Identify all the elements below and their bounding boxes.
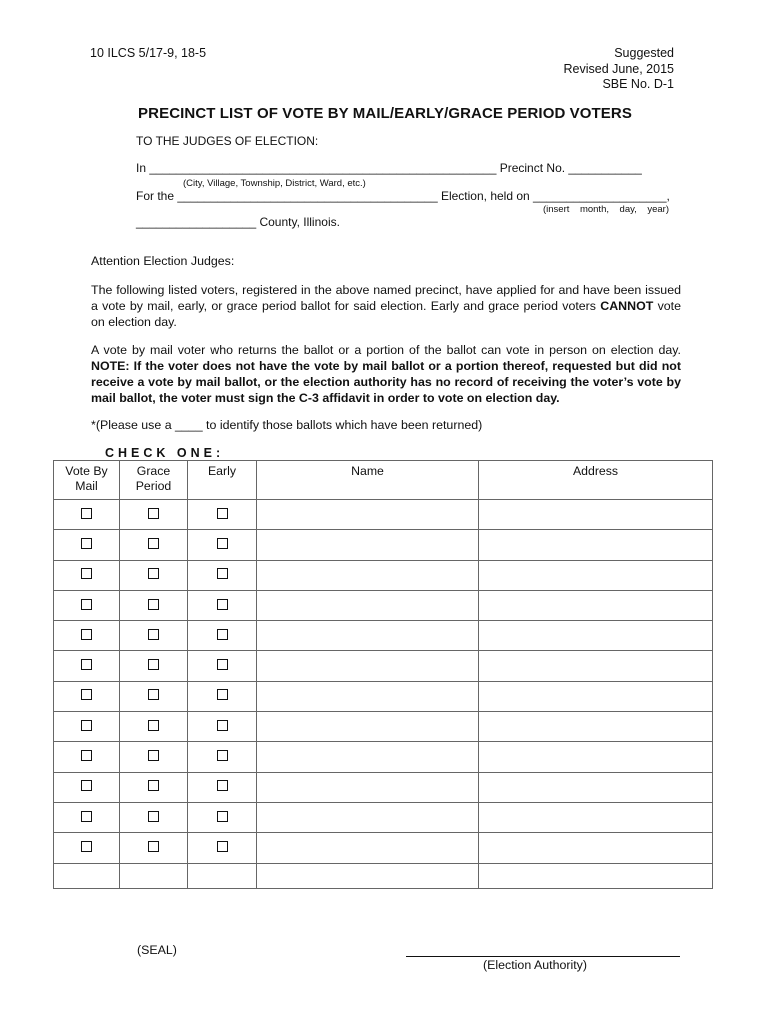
vote-by-mail-checkbox[interactable]: [81, 659, 92, 670]
grace-period-cell[interactable]: [120, 833, 188, 863]
election-date-hint: (insert month, day, year): [543, 204, 670, 215]
paragraph-vote-by-mail-text: A vote by mail voter who returns the ballot or a portion of the ballot can vote in person on election day.: [91, 343, 681, 357]
statute-reference: 10 ILCS 5/17-9, 18-5: [90, 46, 207, 60]
table-row: [54, 681, 713, 711]
revised-date: Revised June, 2015: [563, 61, 674, 76]
name-cell[interactable]: [257, 651, 479, 681]
grace-period-checkbox[interactable]: [148, 599, 159, 610]
early-checkbox[interactable]: [217, 841, 228, 852]
early-checkbox[interactable]: [217, 568, 228, 579]
grace-period-cell[interactable]: [120, 772, 188, 802]
table-row: [54, 590, 713, 620]
address-cell[interactable]: [479, 500, 713, 530]
early-cell[interactable]: [188, 651, 257, 681]
early-cell[interactable]: [188, 621, 257, 651]
table-row: [54, 500, 713, 530]
signature-line: [406, 956, 680, 957]
suggested-label: Suggested: [614, 46, 674, 60]
table-row: [54, 802, 713, 832]
grace-period-checkbox[interactable]: [148, 508, 159, 519]
col-early: Early: [188, 461, 257, 500]
table-row: [54, 530, 713, 560]
vote-by-mail-cell[interactable]: [54, 651, 120, 681]
grace-period-checkbox[interactable]: [148, 841, 159, 852]
table-row: [54, 712, 713, 742]
address-cell[interactable]: [479, 833, 713, 863]
address-cell[interactable]: [479, 742, 713, 772]
name-cell[interactable]: [257, 802, 479, 832]
check-one-label: CHECK ONE:: [105, 446, 225, 460]
grace-period-cell[interactable]: [120, 621, 188, 651]
county-line: __________________ County, Illinois.: [136, 215, 340, 229]
vote-by-mail-checkbox[interactable]: [81, 780, 92, 791]
early-checkbox[interactable]: [217, 750, 228, 761]
vote-by-mail-cell[interactable]: [54, 833, 120, 863]
precinct-line: In ____________________________________________________ Precinct No. ___________: [136, 161, 642, 175]
grace-period-checkbox[interactable]: [148, 568, 159, 579]
cannot-emphasis: CANNOT: [600, 299, 654, 313]
grace-period-cell[interactable]: [120, 500, 188, 530]
address-cell[interactable]: [479, 651, 713, 681]
vote-by-mail-checkbox[interactable]: [81, 750, 92, 761]
table-row: [54, 863, 713, 888]
early-cell[interactable]: [188, 802, 257, 832]
early-cell[interactable]: [188, 530, 257, 560]
grace-period-checkbox[interactable]: [148, 811, 159, 822]
name-cell[interactable]: [257, 530, 479, 560]
grace-period-cell[interactable]: [120, 530, 188, 560]
name-cell[interactable]: [257, 590, 479, 620]
table-row: [54, 772, 713, 802]
vote-by-mail-cell[interactable]: [54, 560, 120, 590]
address-cell[interactable]: [479, 621, 713, 651]
attention-heading: Attention Election Judges:: [91, 254, 235, 268]
early-checkbox[interactable]: [217, 811, 228, 822]
address-cell[interactable]: [479, 560, 713, 590]
vote-by-mail-cell[interactable]: [54, 530, 120, 560]
early-checkbox[interactable]: [217, 780, 228, 791]
grace-period-cell[interactable]: [120, 560, 188, 590]
address-cell[interactable]: [479, 863, 713, 888]
table-row: [54, 560, 713, 590]
vote-by-mail-checkbox[interactable]: [81, 538, 92, 549]
grace-period-checkbox[interactable]: [148, 659, 159, 670]
vote-by-mail-checkbox[interactable]: [81, 720, 92, 731]
grace-period-checkbox[interactable]: [148, 720, 159, 731]
paragraph-voters-text-b: vote on election day.: [91, 299, 681, 329]
early-cell[interactable]: [188, 560, 257, 590]
early-checkbox[interactable]: [217, 599, 228, 610]
vote-by-mail-checkbox[interactable]: [81, 599, 92, 610]
early-cell[interactable]: [188, 500, 257, 530]
vote-by-mail-cell[interactable]: [54, 621, 120, 651]
election-line: For the _______________________________________ Election, held on ____________________,: [136, 189, 670, 203]
early-checkbox[interactable]: [217, 508, 228, 519]
col-address: Address: [479, 461, 713, 500]
vote-by-mail-checkbox[interactable]: [81, 811, 92, 822]
precinct-line-hint: (City, Village, Township, District, Ward, etc.): [183, 178, 366, 189]
table-row: [54, 742, 713, 772]
grace-period-cell[interactable]: [120, 802, 188, 832]
vote-by-mail-checkbox[interactable]: [81, 629, 92, 640]
to-judges-heading: TO THE JUDGES OF ELECTION:: [136, 134, 319, 148]
name-cell[interactable]: [257, 681, 479, 711]
grace-period-checkbox[interactable]: [148, 538, 159, 549]
instruction-text: *(Please use a ____ to identify those ballots which have been returned): [91, 418, 483, 432]
grace-period-cell[interactable]: [120, 712, 188, 742]
paragraph-voters-list: [91, 282, 681, 330]
vote-by-mail-cell[interactable]: [54, 863, 120, 888]
early-cell[interactable]: [188, 590, 257, 620]
name-cell[interactable]: [257, 500, 479, 530]
voter-table: [53, 460, 713, 889]
early-cell[interactable]: [188, 833, 257, 863]
grace-period-cell[interactable]: [120, 590, 188, 620]
address-cell[interactable]: [479, 802, 713, 832]
early-checkbox[interactable]: [217, 659, 228, 670]
name-cell[interactable]: [257, 772, 479, 802]
vote-by-mail-cell[interactable]: [54, 500, 120, 530]
col-grace-period: Grace Period: [120, 461, 188, 500]
name-cell[interactable]: [257, 560, 479, 590]
early-cell[interactable]: [188, 742, 257, 772]
grace-period-checkbox[interactable]: [148, 780, 159, 791]
vote-by-mail-checkbox[interactable]: [81, 689, 92, 700]
name-cell[interactable]: [257, 742, 479, 772]
early-cell[interactable]: [188, 681, 257, 711]
name-cell[interactable]: [257, 621, 479, 651]
vote-by-mail-cell[interactable]: [54, 712, 120, 742]
early-checkbox[interactable]: [217, 720, 228, 731]
grace-period-cell[interactable]: [120, 742, 188, 772]
address-cell[interactable]: [479, 712, 713, 742]
early-checkbox[interactable]: [217, 689, 228, 700]
grace-period-cell[interactable]: [120, 863, 188, 888]
paragraph-vote-by-mail: [91, 342, 681, 406]
table-row: [54, 833, 713, 863]
name-cell[interactable]: [257, 833, 479, 863]
address-cell[interactable]: [479, 681, 713, 711]
early-cell[interactable]: [188, 863, 257, 888]
table-header-row: [54, 461, 713, 500]
table-row: [54, 651, 713, 681]
page-title: PRECINCT LIST OF VOTE BY MAIL/EARLY/GRACE PERIOD VOTERS: [138, 105, 632, 122]
address-cell[interactable]: [479, 590, 713, 620]
vote-by-mail-checkbox[interactable]: [81, 508, 92, 519]
vote-by-mail-checkbox[interactable]: [81, 841, 92, 852]
note-text: NOTE: If the voter does not have the vote by mail ballot or a portion thereof, requested but did not receive a vote by mail ballot, or the election authority has no record of receiving the voter’s vote by mail ballot, the voter must sign the C-3 affidavit in order to vote on election day.: [91, 359, 681, 405]
vote-by-mail-cell[interactable]: [54, 681, 120, 711]
address-cell[interactable]: [479, 530, 713, 560]
col-vote-by-mail: Vote By Mail: [54, 461, 120, 500]
col-name: Name: [257, 461, 479, 500]
vote-by-mail-cell[interactable]: [54, 742, 120, 772]
grace-period-checkbox[interactable]: [148, 629, 159, 640]
vote-by-mail-checkbox[interactable]: [81, 568, 92, 579]
paragraph-voters-text-a: The following listed voters, registered in the above named precinct, have applied for and have been issued a vote by mail, early, or grace period ballot for said election. Early and grace period voters: [91, 283, 681, 313]
election-authority-label: (Election Authority): [483, 958, 587, 972]
grace-period-checkbox[interactable]: [148, 689, 159, 700]
early-checkbox[interactable]: [217, 538, 228, 549]
name-cell[interactable]: [257, 863, 479, 888]
grace-period-cell[interactable]: [120, 681, 188, 711]
grace-period-checkbox[interactable]: [148, 750, 159, 761]
table-row: [54, 621, 713, 651]
form-number: SBE No. D-1: [602, 77, 674, 91]
seal-label: (SEAL): [137, 943, 177, 957]
vote-by-mail-cell[interactable]: [54, 802, 120, 832]
address-cell[interactable]: [479, 772, 713, 802]
early-cell[interactable]: [188, 772, 257, 802]
vote-by-mail-cell[interactable]: [54, 772, 120, 802]
early-checkbox[interactable]: [217, 629, 228, 640]
vote-by-mail-cell[interactable]: [54, 590, 120, 620]
form-info: [564, 46, 675, 93]
grace-period-cell[interactable]: [120, 651, 188, 681]
name-cell[interactable]: [257, 712, 479, 742]
early-cell[interactable]: [188, 712, 257, 742]
